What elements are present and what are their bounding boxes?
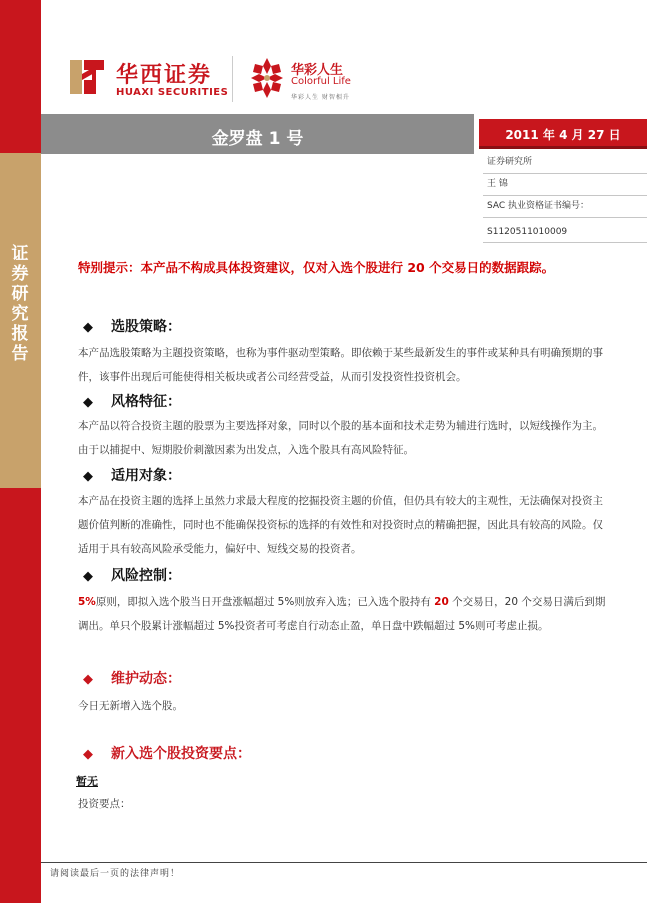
section-title: 风格特征： xyxy=(111,394,181,410)
info-analyst: 王 锦 xyxy=(483,174,647,196)
sidebar-char: 券 xyxy=(11,264,29,284)
colorful-life-logo-icon xyxy=(249,56,285,104)
report-date-box xyxy=(479,119,647,149)
risk-text: 原则，即拟入选个股当日开盘涨幅超过 5%则放弃入选；已入选个股持有 xyxy=(95,596,431,608)
footer-disclaimer: 请阅读最后一页的法律声明！ xyxy=(50,869,181,879)
section-title: 适用对象： xyxy=(111,468,181,484)
diamond-bullet-icon: ◆ xyxy=(83,320,93,335)
sidebar-vertical-label xyxy=(4,244,36,364)
huaxi-logo-en: HUAXI SECURITIES xyxy=(116,87,229,98)
report-title: 金罗盘 1 号 xyxy=(211,129,304,149)
risk-highlight: 20 xyxy=(434,596,449,608)
section-target-body: 本产品在投资主题的选择上虽然力求最大程度的挖掘投资主题的价值，但仍具有较大的主观性，无法确保对投资主题价值判断的准确性，同时也不能确保投资标的选择的有效性和对投资时点的精确把握，因此具有较高的风险。仅适用于具有较高风险承受能力，偏好中、短线交易的投资者。 xyxy=(78,495,603,555)
sidebar-char: 报 xyxy=(11,324,29,344)
section-strategy-body: 本产品选股策略为主题投资策略，也称为事件驱动型策略。即依赖于某些最新发生的事件或某种具有明确预期的事件，该事件出现后可能使得相关板块或者公司经营受益，从而引发投资性投资机会。 xyxy=(78,347,603,383)
risk-highlight: 5% xyxy=(78,596,96,608)
huaxi-logo-icon xyxy=(68,56,106,102)
colorful-life-tagline: 华彩人生 财智相升 xyxy=(291,94,350,101)
colorful-life-logo-en: Colorful Life xyxy=(291,76,351,87)
info-cert-label: SAC 执业资格证书编号： xyxy=(483,196,647,218)
diamond-bullet-icon: ◆ xyxy=(83,469,93,484)
info-cert-number: S1120511010009 xyxy=(483,218,647,243)
diamond-bullet-icon: ◆ xyxy=(83,569,93,584)
diamond-bullet-icon: ◆ xyxy=(83,747,93,762)
logo-divider xyxy=(232,56,233,102)
sidebar-char: 研 xyxy=(11,284,29,304)
section-title: 维护动态： xyxy=(111,671,181,687)
section-style-heading xyxy=(83,391,181,411)
footer-divider xyxy=(41,862,647,863)
section-title: 风险控制： xyxy=(111,568,181,584)
sidebar-char: 究 xyxy=(11,304,29,324)
analyst-info xyxy=(483,152,647,243)
risk-text: 个交易日，20 个交易日满后到期调出。单只个股累计涨幅超过 5%投资者可考虑自行动态止盈，单日盘中跌幅超过 5%则可考虑止损。 xyxy=(78,596,606,632)
colorful-life-logo-cn: 华彩人生 xyxy=(291,63,344,78)
section-title: 新入选个股投资要点： xyxy=(111,746,251,762)
section-title: 选股策略： xyxy=(111,319,181,335)
section-target-heading xyxy=(83,465,181,485)
section-new-picks-heading xyxy=(83,743,251,763)
section-risk-body xyxy=(78,590,606,638)
section-maintenance-heading xyxy=(83,668,181,688)
huaxi-logo-cn: 华西证券 xyxy=(116,63,213,88)
new-picks-points-label: 投资要点： xyxy=(78,798,131,810)
section-strategy-heading xyxy=(83,316,181,336)
section-risk-heading xyxy=(83,565,181,585)
new-picks-none: 暂无 xyxy=(76,775,98,788)
diamond-bullet-icon: ◆ xyxy=(83,395,93,410)
sidebar-top-band xyxy=(0,0,41,153)
sidebar-bottom-band xyxy=(0,488,41,903)
diamond-bullet-icon: ◆ xyxy=(83,672,93,687)
section-maintenance-body: 今日无新增入选个股。 xyxy=(78,700,183,712)
special-tip: 特别提示：本产品不构成具体投资建议，仅对入选个股进行 20 个交易日的数据跟踪。 xyxy=(78,260,555,275)
info-dept: 证券研究所 xyxy=(483,152,647,174)
sidebar-char: 告 xyxy=(11,344,29,364)
report-title-bar xyxy=(41,114,474,154)
section-style-body: 本产品以符合投资主题的股票为主要选择对象，同时以个股的基本面和技术走势为辅进行选时，以短线操作为主。由于以捕捉中、短期股价刺激因素为出发点，入选个股具有高风险特征。 xyxy=(78,420,603,456)
report-date: 2011 年 4 月 27 日 xyxy=(505,128,621,142)
sidebar-char: 证 xyxy=(11,244,29,264)
